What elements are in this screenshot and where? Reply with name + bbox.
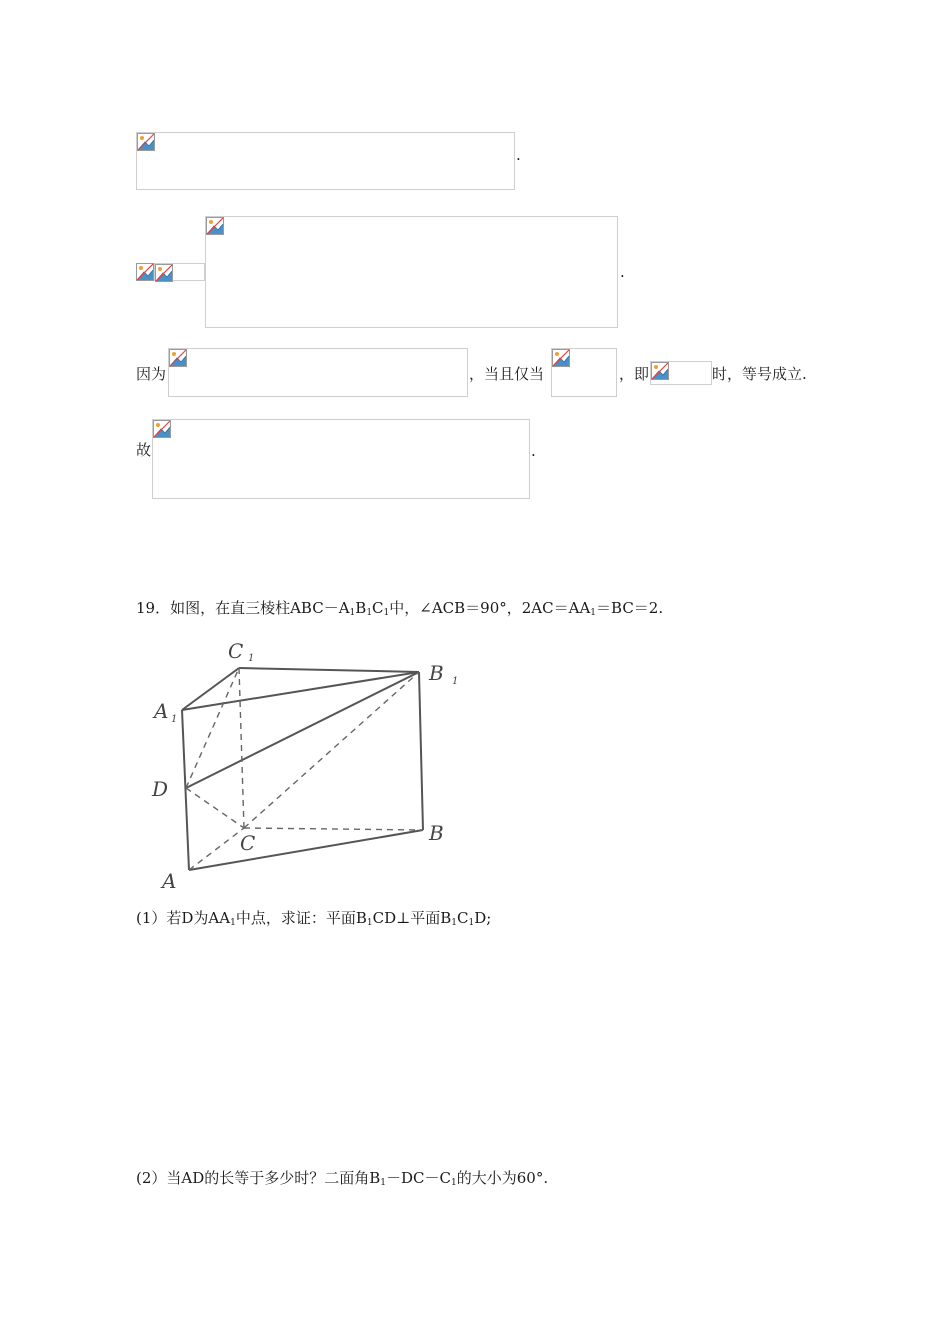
broken-image-icon	[155, 264, 173, 282]
edge-a1-c1	[182, 668, 239, 710]
label-a1: A	[154, 699, 169, 723]
broken-image-icon	[552, 349, 570, 367]
label-d: D	[152, 777, 169, 801]
line4-prefix: 故	[136, 441, 152, 459]
broken-image-icon	[206, 217, 224, 235]
edge-a1-b1	[182, 672, 419, 710]
part-1-text: (1）若D为$AA_1$中点，求证：平面$B_1CD\perp$平面$B_1C_1D$;	[136, 909, 492, 928]
broken-image-icon	[153, 420, 171, 438]
dashed-d-c1	[186, 668, 239, 788]
formula-image-2b	[154, 263, 205, 281]
label-b1: B	[429, 661, 444, 685]
label-b1-sub: 1	[452, 676, 459, 687]
line1-period: .	[516, 146, 521, 164]
broken-image-icon	[169, 349, 187, 367]
formula-image-4	[152, 419, 530, 499]
prism-figure	[136, 630, 496, 900]
dashed-c1-c	[239, 668, 244, 828]
label-b: B	[429, 821, 444, 845]
label-c1: C	[228, 639, 244, 663]
formula-image-3a	[168, 348, 468, 397]
dashed-d-c	[186, 788, 244, 828]
edge-d-b1	[186, 672, 419, 788]
line3-mid2: ，即	[619, 365, 650, 383]
formula-image-3c	[650, 361, 712, 385]
formula-image-3b	[551, 348, 617, 397]
line3-prefix: 因为	[136, 365, 167, 383]
formula-image-1	[136, 132, 515, 190]
label-c1-sub: 1	[248, 653, 255, 664]
dashed-a-c	[189, 828, 244, 870]
broken-image-icon	[137, 133, 155, 151]
line2-period: .	[620, 263, 625, 281]
broken-image-icon	[136, 263, 154, 281]
line3-mid1: ，当且仅当	[469, 365, 545, 383]
broken-image-icon	[651, 362, 669, 380]
line3-suffix: 时，等号成立.	[712, 365, 807, 383]
label-c: C	[240, 831, 256, 855]
part-2-text: (2）当AD的长等于多少时？二面角$B_1-DC-C_1$的大小为60°.	[136, 1169, 549, 1188]
formula-image-2a	[136, 263, 154, 281]
label-a1-sub: 1	[171, 714, 178, 725]
dashed-c-b	[244, 828, 423, 830]
edge-b1-b	[419, 672, 423, 830]
edge-c1-b1	[239, 668, 419, 672]
formula-image-2c	[205, 216, 618, 328]
question-19-text: 19．如图，在直三棱柱$ABC-A_1B_1C_1$中，∠ACB＝90°，$2AC=AA_1=BC=2$.	[136, 599, 664, 618]
label-a: A	[162, 869, 177, 893]
line4-period: .	[531, 442, 536, 460]
edge-a-b	[189, 830, 423, 870]
